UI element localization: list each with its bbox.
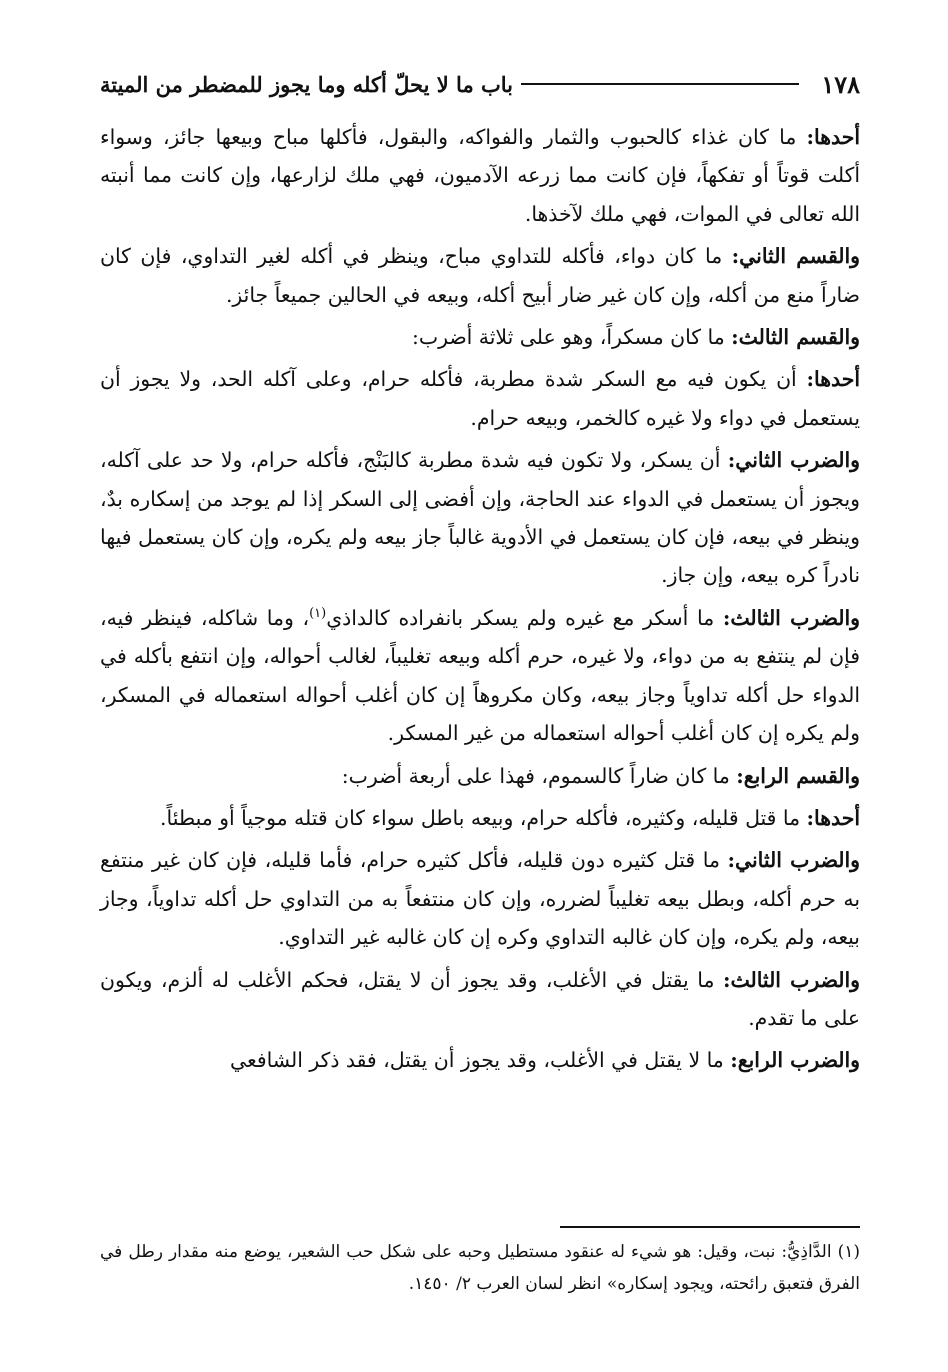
- paragraph-text: ما كان غذاء كالحبوب والثمار والفواكه، والبقول، فأكلها مباح وبيعها جائز، وسواء أكلت قوتاً أو تفكهاً، فإن كانت مما زرعه الآدميون، فهي ملك لزارعها، وإن كانت مما أنبته الله تعالى في الموات، فهي ملك لآخذها.: [100, 125, 860, 226]
- paragraph: [100, 360, 860, 437]
- paragraph-text: ما يقتل في الأغلب، وقد يجوز أن لا يقتل، فحكم الأغلب له ألزم، ويكون على ما تقدم.: [100, 967, 860, 1030]
- paragraph: [100, 799, 860, 837]
- paragraph-lead: أحدها:: [806, 367, 860, 392]
- paragraph-lead: أحدها:: [806, 805, 860, 830]
- paragraph: [100, 599, 860, 753]
- paragraph-lead: والضرب الثاني:: [727, 848, 860, 873]
- footnote: (١) الدَّاذِيُّ: نبت، وقيل: هو شيء له عنقود مستطيل وحبه على شكل حب الشعير، يوضع منه مقدار رطل في الفرق فتعبق رائحته، ويجود إسكاره» انظر لسان العرب ٢/ ١٤٥٠.: [100, 1242, 860, 1294]
- page-header: [100, 64, 860, 104]
- page-number: ١٧٨: [821, 69, 860, 99]
- paragraph-lead: والضرب الثاني:: [727, 448, 860, 473]
- paragraph: [100, 318, 860, 356]
- footnote-reference[interactable]: (١): [309, 606, 327, 622]
- paragraph-text: ما كان ضاراً كالسموم، فهذا على أربعة أضرب:: [341, 763, 737, 788]
- paragraph-text: أن يكون فيه مع السكر شدة مطربة، فأكله حرام، وعلى آكله الحد، ولا يجوز أن يستعمل في دواء ولا غيره كالخمر، وبيعه حرام.: [100, 367, 860, 430]
- footnote-divider: [560, 1226, 860, 1228]
- paragraph-text: ما لا يقتل في الأغلب، وقد يجوز أن يقتل، فقد ذكر الشافعي: [230, 1048, 731, 1073]
- paragraph-text: ما كان دواء، فأكله للتداوي مباح، وينظر في أكله لغير التداوي، فإن كان ضاراً منع من أكله، وإن كان غير ضار أبيح أكله، وبيعه في الحالين جميعاً جائز.: [100, 244, 860, 307]
- footnotes: [100, 1236, 860, 1304]
- paragraph-text: أن يسكر، ولا تكون فيه شدة مطربة كالبَنْج، فأكله حرام، ولا حد على آكله، ويجوز أن يستعمل في الدواء عند الحاجة، وإن أفضى إلى السكر إذا لم يوجد من إسكاره بدٌ، وينظر في بيعه، فإن كان يستعمل في الأدوية غالباً جاز بيعه ولم يكره، وإن كان يستعمل فيها نادراً كره بيعه، وإن جاز.: [100, 448, 860, 588]
- paragraph: [100, 841, 860, 956]
- paragraph: [100, 961, 860, 1038]
- paragraph-text: ، وما شاكله، فينظر فيه، فإن لم ينتفع به من دواء، ولا غيره، حرم أكله وبيعه تغليباً، لغالب أحواله، وإن انتفع بأكله في الدواء حل أكله تداوياً وجاز بيعه، وكان مكروهاً إن كان أغلب أحواله استعماله في المسكر، ولم يكره إن كان أغلب أحواله استعماله من غير المسكر.: [100, 605, 860, 746]
- paragraph-lead: والضرب الثالث:: [722, 605, 861, 630]
- paragraph-lead: أحدها:: [806, 125, 860, 149]
- running-title: باب ما لا يحلّ أكله وما يجوز للمضطر من الميتة: [100, 71, 514, 97]
- paragraph: [100, 757, 860, 795]
- paragraph-lead: والضرب الرابع:: [730, 1048, 860, 1073]
- paragraph-lead: والقسم الرابع:: [736, 763, 860, 788]
- header-rule: [521, 83, 799, 85]
- paragraph: [100, 237, 860, 314]
- main-text: [100, 118, 860, 1084]
- paragraph-text-before-ref: ما أسكر مع غيره ولم يسكر بانفراده كالداذي: [326, 605, 723, 630]
- paragraph-lead: والقسم الثالث:: [731, 325, 860, 350]
- paragraph-lead: والضرب الثالث:: [722, 967, 860, 992]
- paragraph: [100, 441, 860, 595]
- paragraph-text: ما كان مسكراً، وهو على ثلاثة أضرب:: [412, 325, 732, 350]
- paragraph-text: ما قتل كثيره دون قليله، فأكل كثيره حرام، فأما قليله، فإن كان غير منتفع به حرم أكله، وبطل بيعه تغليباً لضرره، وإن كان منتفعاً به من التداوي حل أكله تداوياً، وجاز بيعه، ولم يكره، وإن كان غالبه التداوي وكره إن كان غالبه غير التداوي.: [100, 848, 860, 950]
- paragraph: [100, 118, 860, 233]
- paragraph-text: ما قتل قليله، وكثيره، فأكله حرام، وبيعه باطل سواء كان قتله موجياً أو مبطئاً.: [160, 805, 807, 830]
- paragraph: [100, 1041, 860, 1079]
- paragraph-lead: والقسم الثاني:: [731, 244, 860, 269]
